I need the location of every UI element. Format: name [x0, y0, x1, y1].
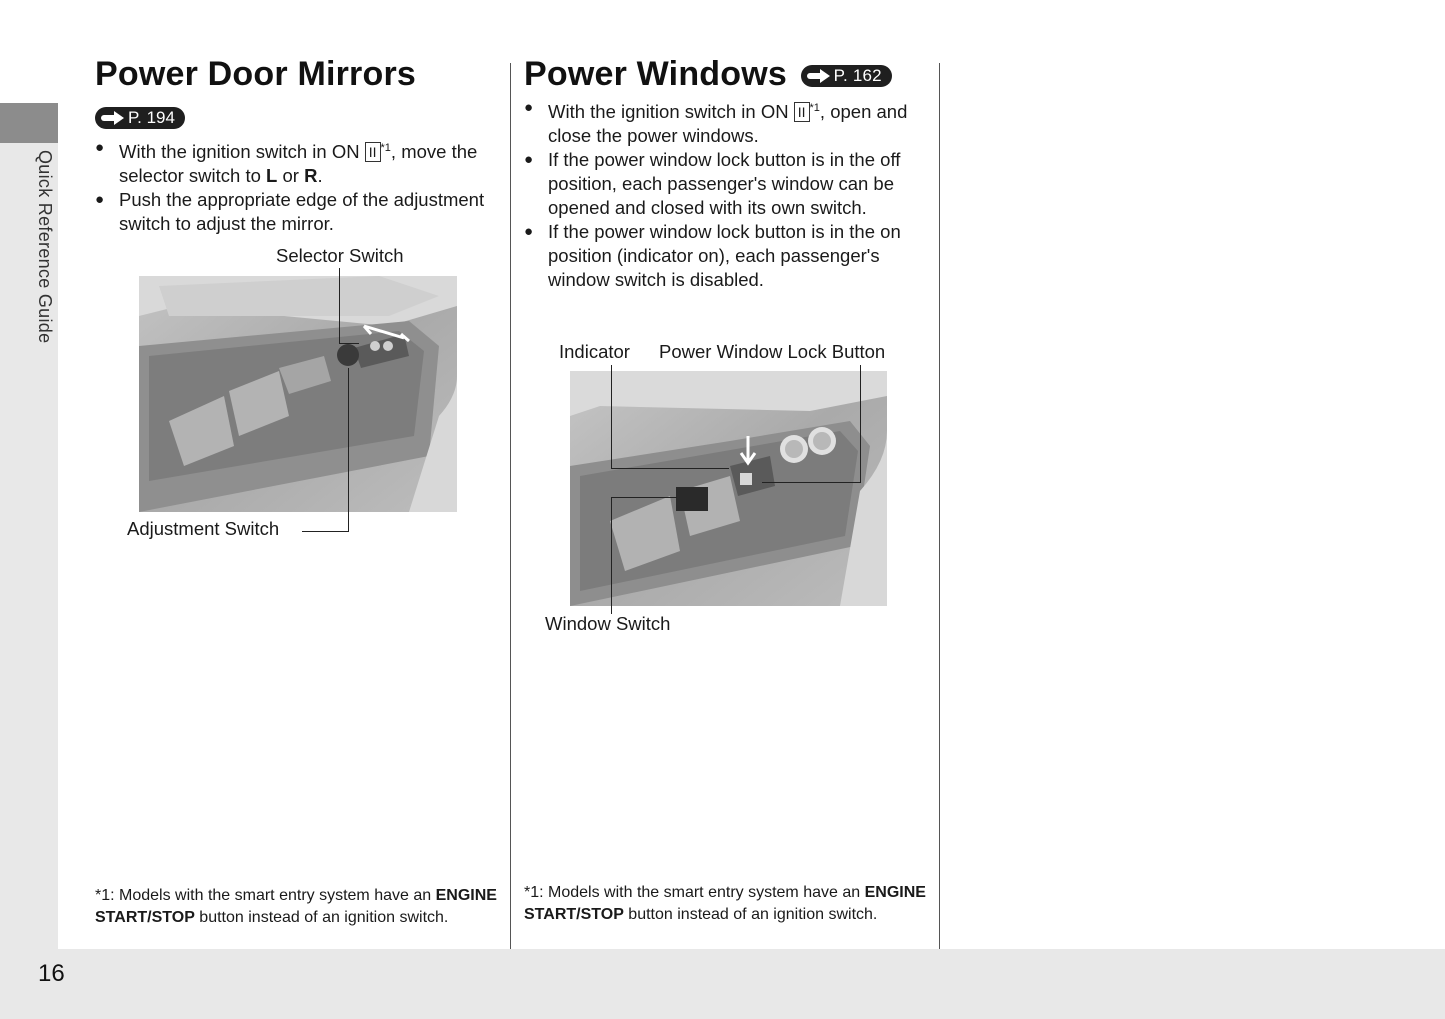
list-item: ● Push the appropriate edge of the adjustment switch to adjust the mirror.: [95, 188, 500, 236]
leader-line: [302, 531, 349, 532]
page-reference-text: P. 194: [128, 108, 175, 127]
leader-line: [611, 365, 612, 469]
leader-line: [762, 482, 861, 483]
leader-line: [611, 468, 729, 469]
list-item: ● With the ignition switch in ON II $^{*1}$, open and close the power windows.: [524, 96, 929, 148]
page-reference-link[interactable]: [95, 107, 185, 129]
leader-line: [611, 497, 677, 498]
section-label: Quick Reference Guide: [35, 150, 55, 344]
adjustment-switch-label: Adjustment Switch: [127, 518, 280, 539]
instructions-list: [524, 96, 929, 292]
section-title-text: Power Windows: [524, 55, 787, 93]
page-reference-text: P. 162: [833, 66, 882, 86]
selector-switch-label: Selector Switch: [276, 245, 404, 266]
section-title: [95, 55, 416, 94]
list-item: ● With the ignition switch in ON II $^{*1}$, move the selector switch to L or R.: [95, 136, 500, 188]
leader-line: [339, 343, 359, 344]
footnote: *1: Models with the smart entry system have an ENGINE START/STOP button instead of an ignition switch.: [524, 884, 926, 923]
column-divider: [939, 63, 940, 949]
ignition-mode-icon: II: [365, 142, 381, 162]
footnote: *1: Models with the smart entry system have an ENGINE START/STOP button instead of an ignition switch.: [95, 887, 497, 926]
section-tab[interactable]: [0, 103, 58, 143]
arrow-icon: [807, 69, 831, 83]
section-title-text: Power Door Mirrors: [95, 55, 416, 93]
page-number: 16: [38, 960, 65, 987]
mirror-switch-photo: [139, 276, 457, 512]
page-reference-link[interactable]: [801, 65, 892, 87]
list-item: ● If the power window lock button is in the on position (indicator on), each passenger's window switch is disabled.: [524, 220, 929, 292]
instructions-list: [95, 136, 500, 236]
leader-line: [339, 268, 340, 344]
lock-button-label: Power Window Lock Button: [659, 341, 886, 362]
leader-line: [860, 365, 861, 483]
window-switch-photo: [570, 371, 887, 606]
leader-line: [611, 497, 612, 614]
column-divider: [510, 63, 511, 949]
list-item: ● If the power window lock button is in the off position, each passenger's window can be opened and closed with its own switch.: [524, 148, 929, 220]
window-switch-label: Window Switch: [545, 613, 671, 634]
arrow-icon: [101, 111, 125, 125]
indicator-label: Indicator: [559, 341, 630, 362]
ignition-mode-icon: II: [794, 102, 810, 122]
footer-bar: [0, 949, 1445, 1019]
leader-line: [348, 368, 349, 532]
section-title: [524, 55, 892, 94]
